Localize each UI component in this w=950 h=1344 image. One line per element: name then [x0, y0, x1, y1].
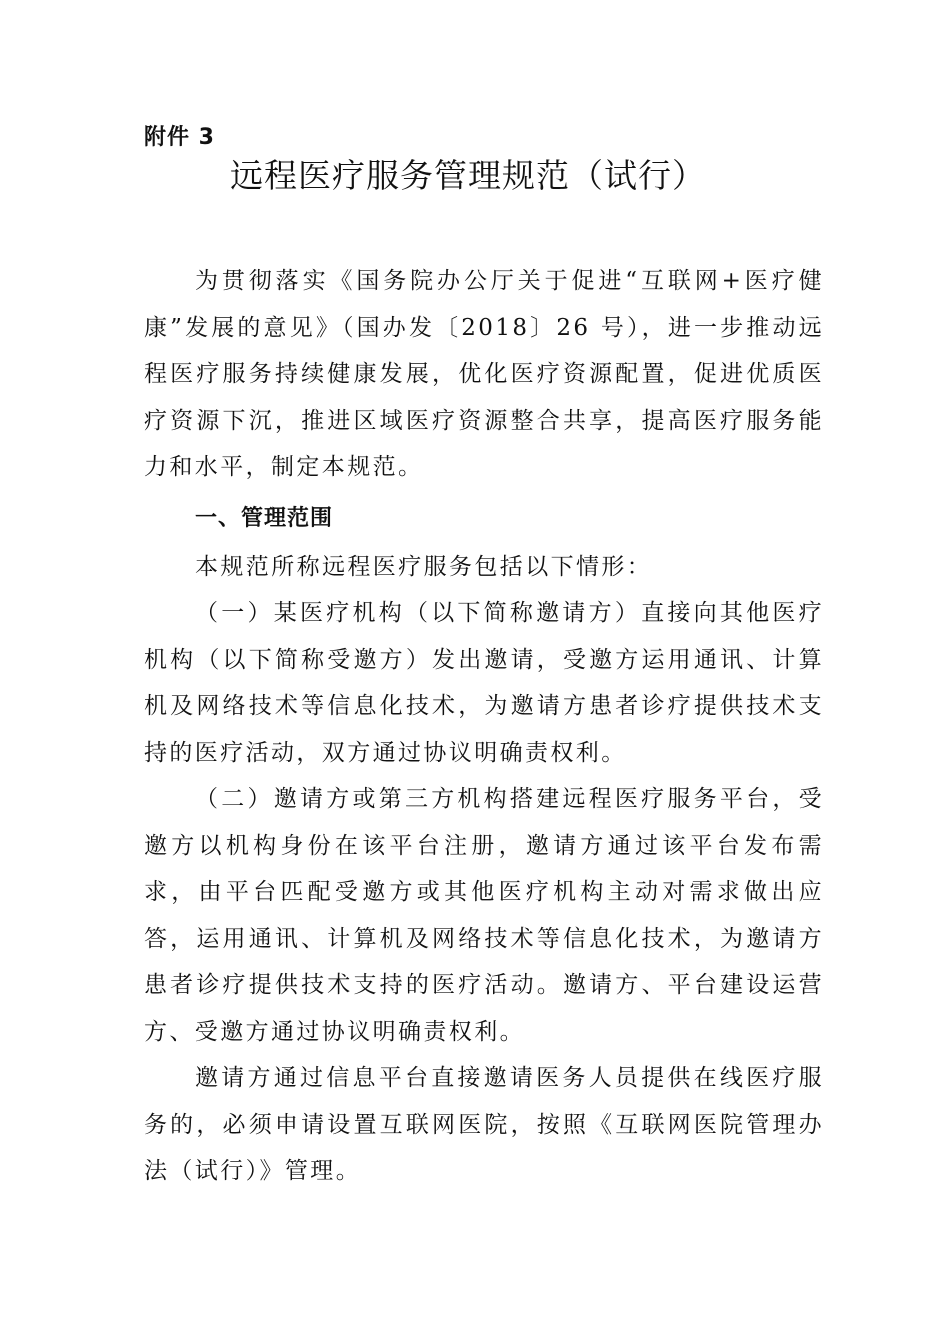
document-body [144, 258, 824, 1195]
document-title: 远程医疗服务管理规范（试行） [230, 156, 706, 195]
case-one-paragraph: （一）某医疗机构（以下简称邀请方）直接向其他医疗机构（以下简称受邀方）发出邀请，受邀方运用通讯、计算机及网络技术等信息化技术，为邀请方患者诊疗提供技术支持的医疗活动，双方通过协议明确责权利。 [144, 600, 824, 766]
internet-hospital-note-paragraph: 邀请方通过信息平台直接邀请医务人员提供在线医疗服务的，必须申请设置互联网医院，按照《互联网医院管理办法（试行）》管理。 [144, 1065, 824, 1184]
attachment-label: 附件 3 [144, 125, 215, 150]
section-heading-scope: 一、管理范围 [195, 505, 334, 531]
intro-paragraph: 为贯彻落实《国务院办公厅关于促进“互联网+医疗健康”发展的意见》（国办发〔2018〕26 号），进一步推动远程医疗服务持续健康发展，优化医疗资源配置，促进优质医疗资源下沉，推进区域医疗资源整合共享，提高医疗服务能力和水平，制定本规范。 [144, 268, 824, 480]
scope-intro-paragraph: 本规范所称远程医疗服务包括以下情形： [195, 553, 653, 580]
case-two-paragraph: （二）邀请方或第三方机构搭建远程医疗服务平台，受邀方以机构身份在该平台注册，邀请方通过该平台发布需求，由平台匹配受邀方或其他医疗机构主动对需求做出应答，运用通讯、计算机及网络技术等信息化技术，为邀请方患者诊疗提供技术支持的医疗活动。邀请方、平台建设运营方、受邀方通过协议明确责权利。 [144, 786, 824, 1045]
